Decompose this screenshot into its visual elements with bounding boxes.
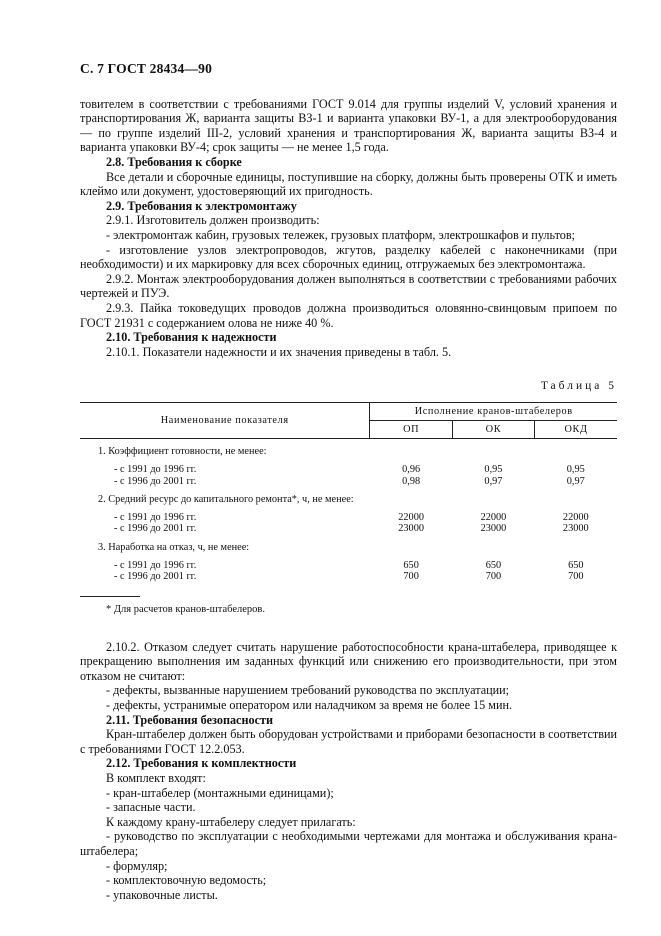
list-item: - формуляр; [106,858,168,873]
section-2-9-title: 2.9. Требования к электромонтажу [106,198,297,213]
reliability-table [80,402,617,582]
list-item: - комплектовочную ведомость; [106,873,267,888]
cell-okd: 650 [568,559,584,571]
footnote: * Для расчетов кранов-штабелеров. [106,604,265,616]
column-header-name: Наименование показателя [80,402,370,438]
list-item: - запасные части. [106,800,196,815]
list-item: - изготовление узлов электропроводов, жгутов, разделку кабелей с наконечниками (при необходимости) и их маркировку для всех сборочных единиц, отгружаемых без электромонтажа. [80,242,617,272]
column-header-ok: ОК [452,421,534,439]
clause-2-9-2: 2.9.2. Монтаж электрооборудования должен выполняться в соответствии с требованиями рабочих чертежей и ПУЭ. [80,271,617,301]
section-2-11-text: Кран-штабелер должен быть оборудован устройствами и приборами безопасности в соответствии с требованиями ГОСТ 12.2.053. [80,727,617,756]
cell-okd: 23000 [562,523,589,535]
cell-okd: 0,95 [566,464,585,476]
cell-ok: 22000 [480,512,507,524]
row-label: - с 1991 до 1996 гг. [114,464,197,476]
cell-okd: 700 [568,570,584,582]
document-page [80,62,617,902]
group-title: 1. Коэффициент готовности, не менее: [98,446,267,458]
list-item: - электромонтаж кабин, грузовых тележек, грузовых платформ, электрошкафов и пультов; [106,227,575,242]
list-item: - дефекты, устранимые оператором или наладчиком за время не более 15 мин. [106,698,513,713]
column-header-op: ОП [370,421,452,439]
cell-ok: 0,97 [484,475,503,487]
table-group-row [80,535,617,553]
footnote-divider [80,596,140,597]
table-row [80,553,617,571]
cell-op: 22000 [398,512,424,524]
clause-2-9-1: 2.9.1. Изготовитель должен производить: [106,213,320,228]
column-header-okd: ОКД [535,421,617,439]
clause-2-9-3: 2.9.3. Пайка токоведущих проводов должна производиться оловянно-свинцовым припоем по ГОСТ 21931 с содержанием олова не ниже 40 %. [80,300,617,330]
cell-op: 23000 [398,523,424,535]
column-header-group: Исполнение кранов-штабелеров [370,402,617,420]
cell-op: 650 [403,559,419,571]
group-title: 2. Средний ресурс до капитального ремонта*, ч, не менее: [98,493,354,505]
attachments-intro: К каждому крану-штабелеру следует прилагать: [106,814,356,829]
table-row [80,476,617,487]
cell-op: 0,98 [402,475,421,487]
table-row [80,457,617,475]
cell-op: 0,96 [402,464,421,476]
cell-ok: 700 [485,570,502,582]
clause-2-10-1: 2.10.1. Показатели надежности и их значения приведены в табл. 5. [106,344,452,359]
table-group-row [80,487,617,505]
cell-op: 700 [403,570,419,582]
cell-okd: 0,97 [566,475,585,487]
list-item: - руководство по эксплуатации с необходимыми чертежами для монтажа и обслуживания крана-штабелера; [80,829,617,859]
cell-ok: 650 [485,559,502,571]
section-2-11-title: 2.11. Требования безопасности [106,712,274,727]
group-title: 3. Наработка на отказ, ч, не менее: [98,541,250,553]
table-row [80,523,617,534]
row-label: - с 1991 до 1996 гг. [114,512,197,524]
row-label: - с 1996 до 2001 гг. [114,475,197,487]
section-2-8-title: 2.8. Требования к сборке [106,154,242,169]
row-label: - с 1991 до 1996 гг. [114,559,197,571]
section-2-8-text: Все детали и сборочные единицы, поступившие на сборку, должны быть проверены ОТК и иметь клеймо или документ, удостоверяющий их пригодность. [80,169,617,199]
cell-ok: 23000 [480,523,507,535]
continued-paragraph: товителем в соответствии с требованиями ГОСТ 9.014 для группы изделий V, условий хранения и транспортирования Ж, варианта защиты ВЗ-1 и варианта упаковки ВУ-1, а для электрооборудования — по группе изделий III-2, условий хранения и транспортирования Ж, варианта защиты ВЗ-4 и варианта упаковки ВУ-4; срок защиты — не менее 1,5 года. [80,96,617,155]
kit-intro: В комплект входят: [106,771,206,786]
row-label: - с 1996 до 2001 гг. [114,570,197,582]
list-item: - кран-штабелер (монтажными единицами); [106,785,334,800]
clause-2-10-2: 2.10.2. Отказом следует считать нарушение работоспособности крана-штабелера, приводящее к прекращению выполнения им заданных функций или снижению его производительности, при этом отказом не считают: [80,639,617,683]
table-row [80,571,617,582]
section-2-10-title: 2.10. Требования к надежности [106,330,277,345]
row-label: - с 1996 до 2001 гг. [114,523,197,535]
cell-okd: 22000 [562,512,589,524]
section-2-12-title: 2.12. Требования к комплектности [106,756,297,771]
table-caption: Таблица 5 [540,380,617,393]
cell-ok: 0,95 [484,464,503,476]
table-group-row [80,439,617,458]
list-item: - дефекты, вызванные нарушением требований руководства по эксплуатации; [106,683,510,698]
list-item: - упаковочные листы. [106,887,218,902]
table-row [80,505,617,523]
page-header: С. 7 ГОСТ 28434—90 [80,61,213,76]
